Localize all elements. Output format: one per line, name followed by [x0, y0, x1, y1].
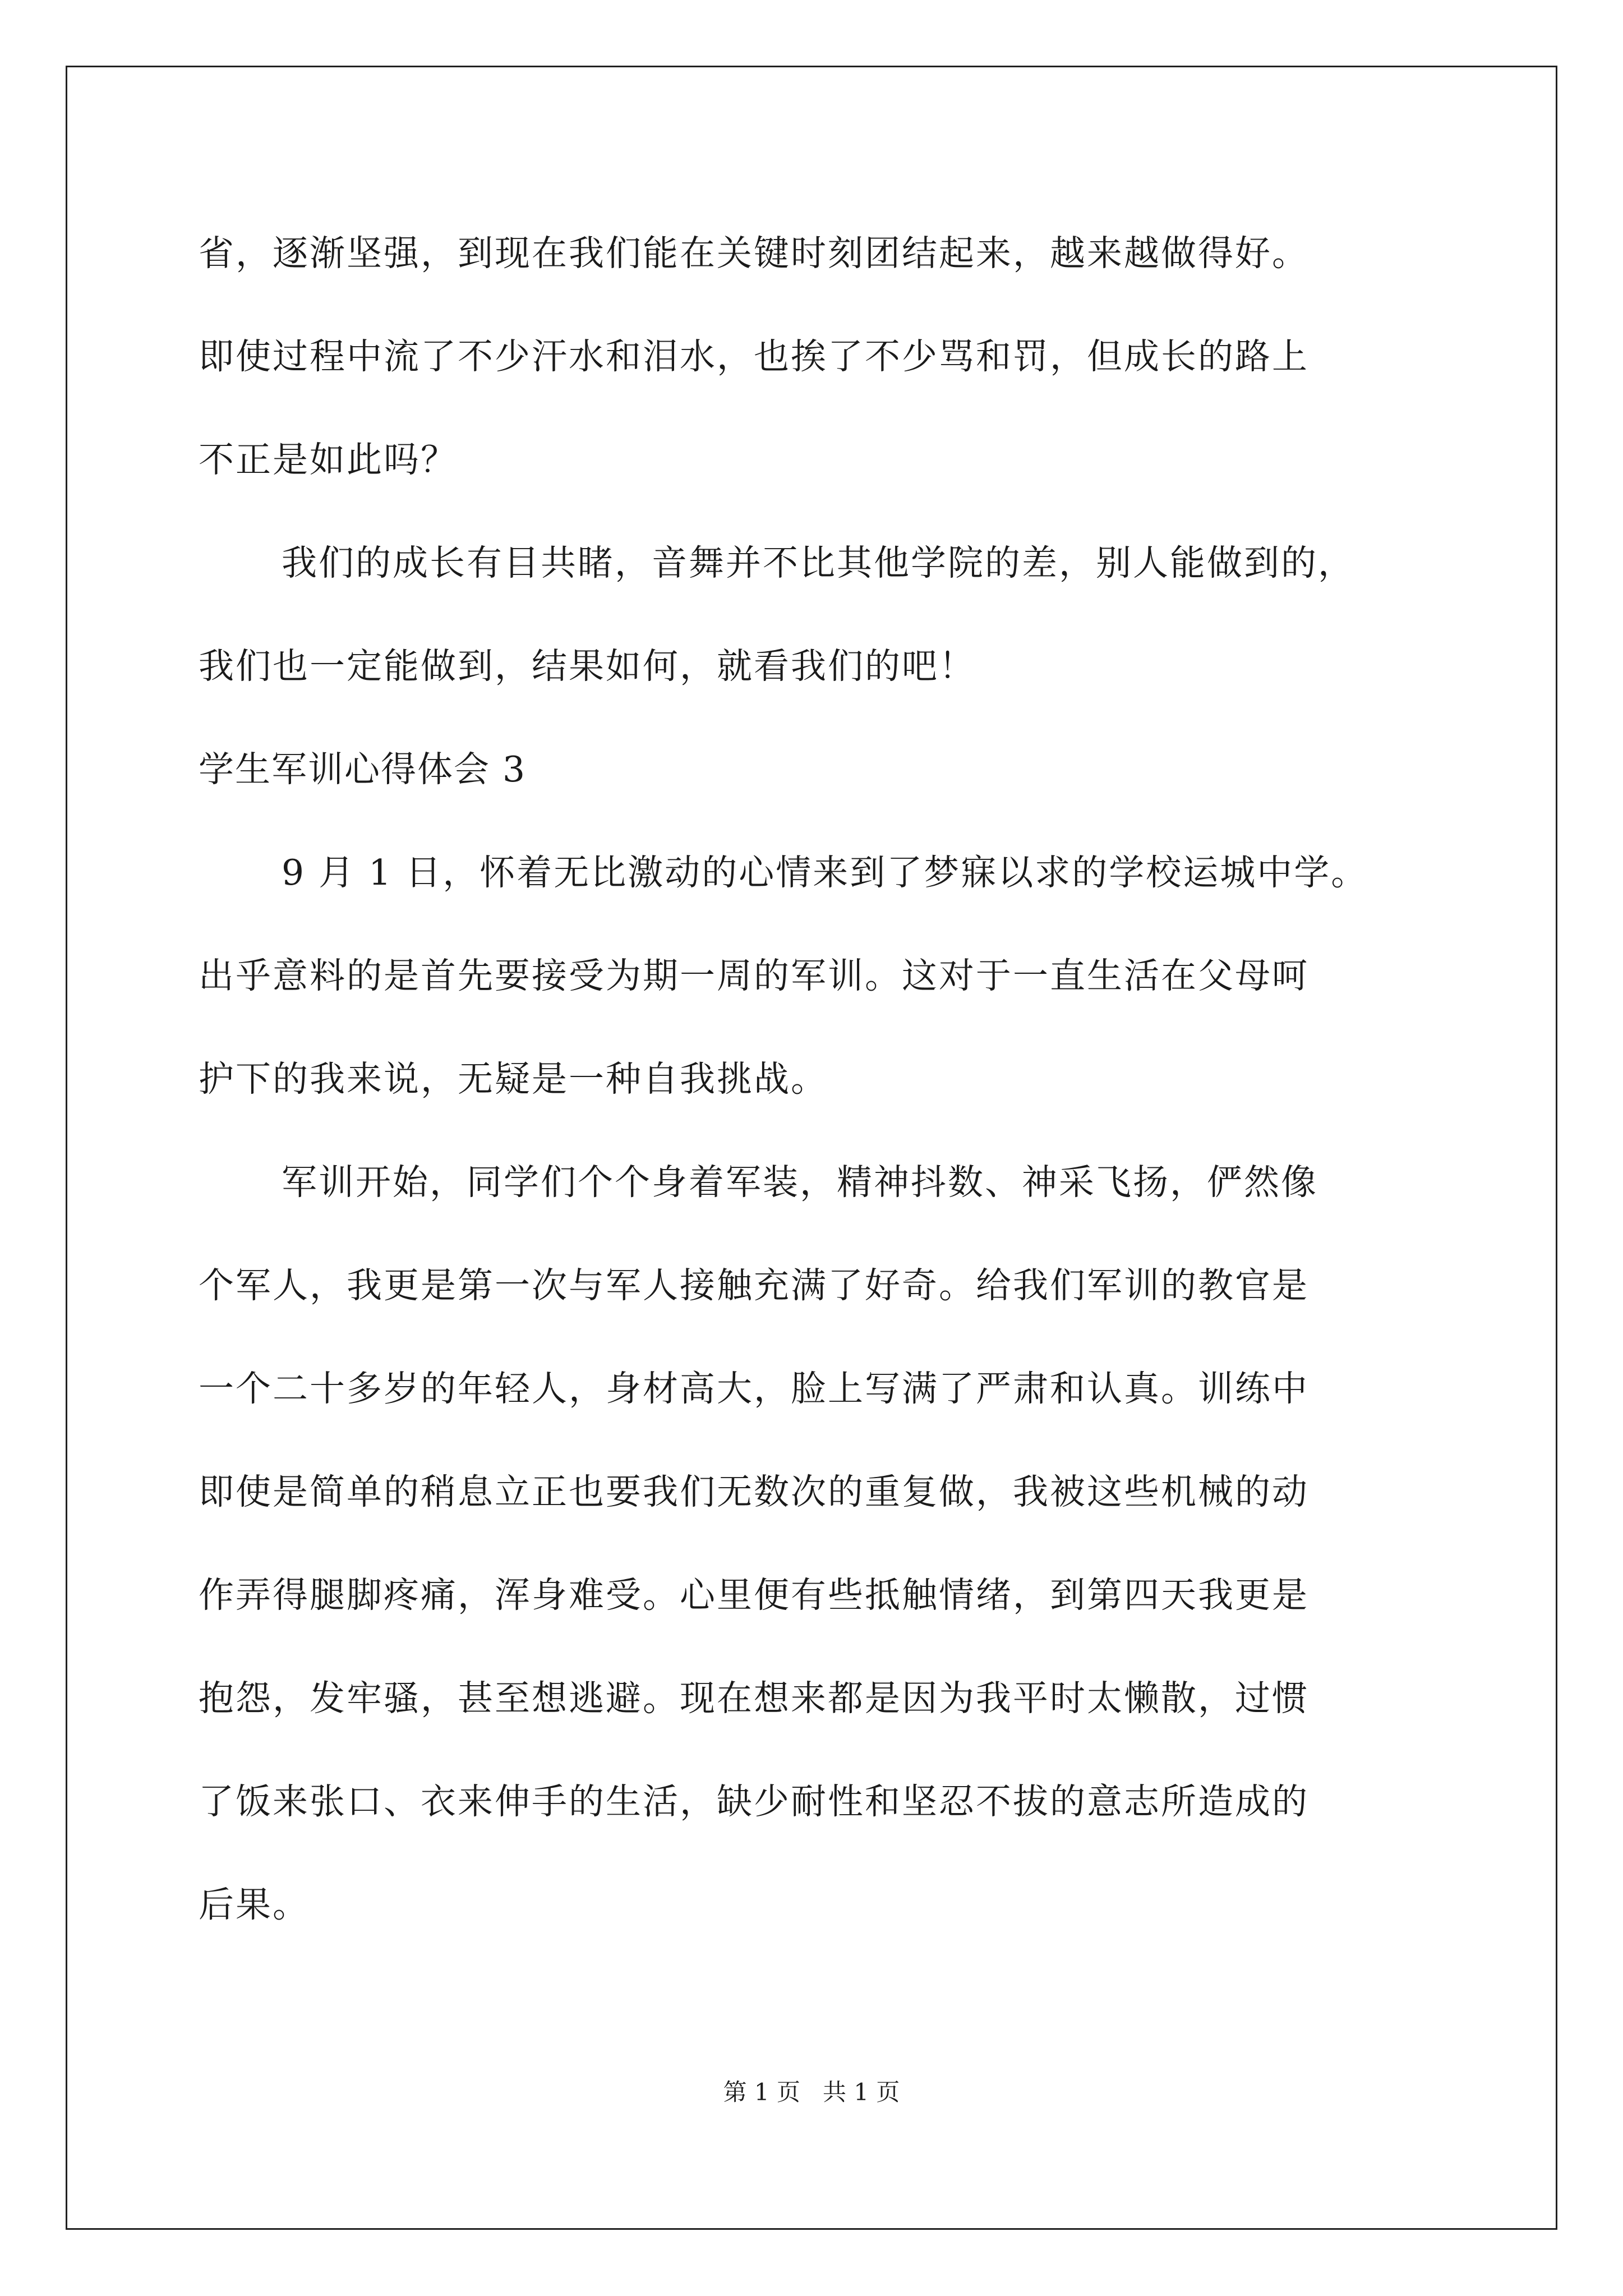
text-line: 了饭来张口、衣来伸手的生活，缺少耐性和坚忍不拔的意志所造成的 — [199, 1781, 1309, 1822]
text-line: 护下的我来说，无疑是一种自我挑战。 — [199, 1059, 828, 1099]
text-line: 即使过程中流了不少汗水和泪水，也挨了不少骂和罚，但成长的路上 — [199, 336, 1309, 377]
text-line: 不正是如此吗？ — [199, 439, 458, 480]
section-heading: 学生军训心得体会 3 — [199, 749, 527, 790]
text-line: 作弄得腿脚疼痛，浑身难受。心里便有些抵触情绪，到第四天我更是 — [199, 1575, 1309, 1616]
text-line: 一个二十多岁的年轻人，身材高大，脸上写满了严肃和认真。训练中 — [199, 1368, 1309, 1409]
text-line: 抱怨，发牢骚，甚至想逃避。现在想来都是因为我平时太懒散，过惯 — [199, 1678, 1309, 1719]
page-footer — [0, 2076, 1623, 2109]
paragraph-first-line: 我们的成长有目共睹，音舞并不比其他学院的差，别人能做到的， — [282, 542, 1355, 583]
document-body — [199, 202, 1455, 1957]
paragraph-first-line: 9 月 1 日，怀着无比激动的心情来到了梦寐以求的学校运城中学。 — [282, 852, 1368, 893]
text-line: 我们也一定能做到，结果如何，就看我们的吧！ — [199, 646, 976, 687]
text-line: 出乎意料的是首先要接受为期一周的军训。这对于一直生活在父母呵 — [199, 955, 1309, 996]
page-total: 共 1 页 — [823, 2078, 900, 2106]
text-line: 即使是简单的稍息立正也要我们无数次的重复做，我被这些机械的动 — [199, 1471, 1309, 1512]
text-line: 省，逐渐坚强，到现在我们能在关键时刻团结起来，越来越做得好。 — [199, 233, 1309, 274]
text-line: 个军人，我更是第一次与军人接触充满了好奇。给我们军训的教官是 — [199, 1265, 1309, 1306]
text-line: 后果。 — [199, 1884, 310, 1925]
paragraph-first-line: 军训开始，同学们个个身着军装，精神抖数、神采飞扬，俨然像 — [282, 1162, 1318, 1203]
page-number: 第 1 页 — [723, 2078, 800, 2106]
